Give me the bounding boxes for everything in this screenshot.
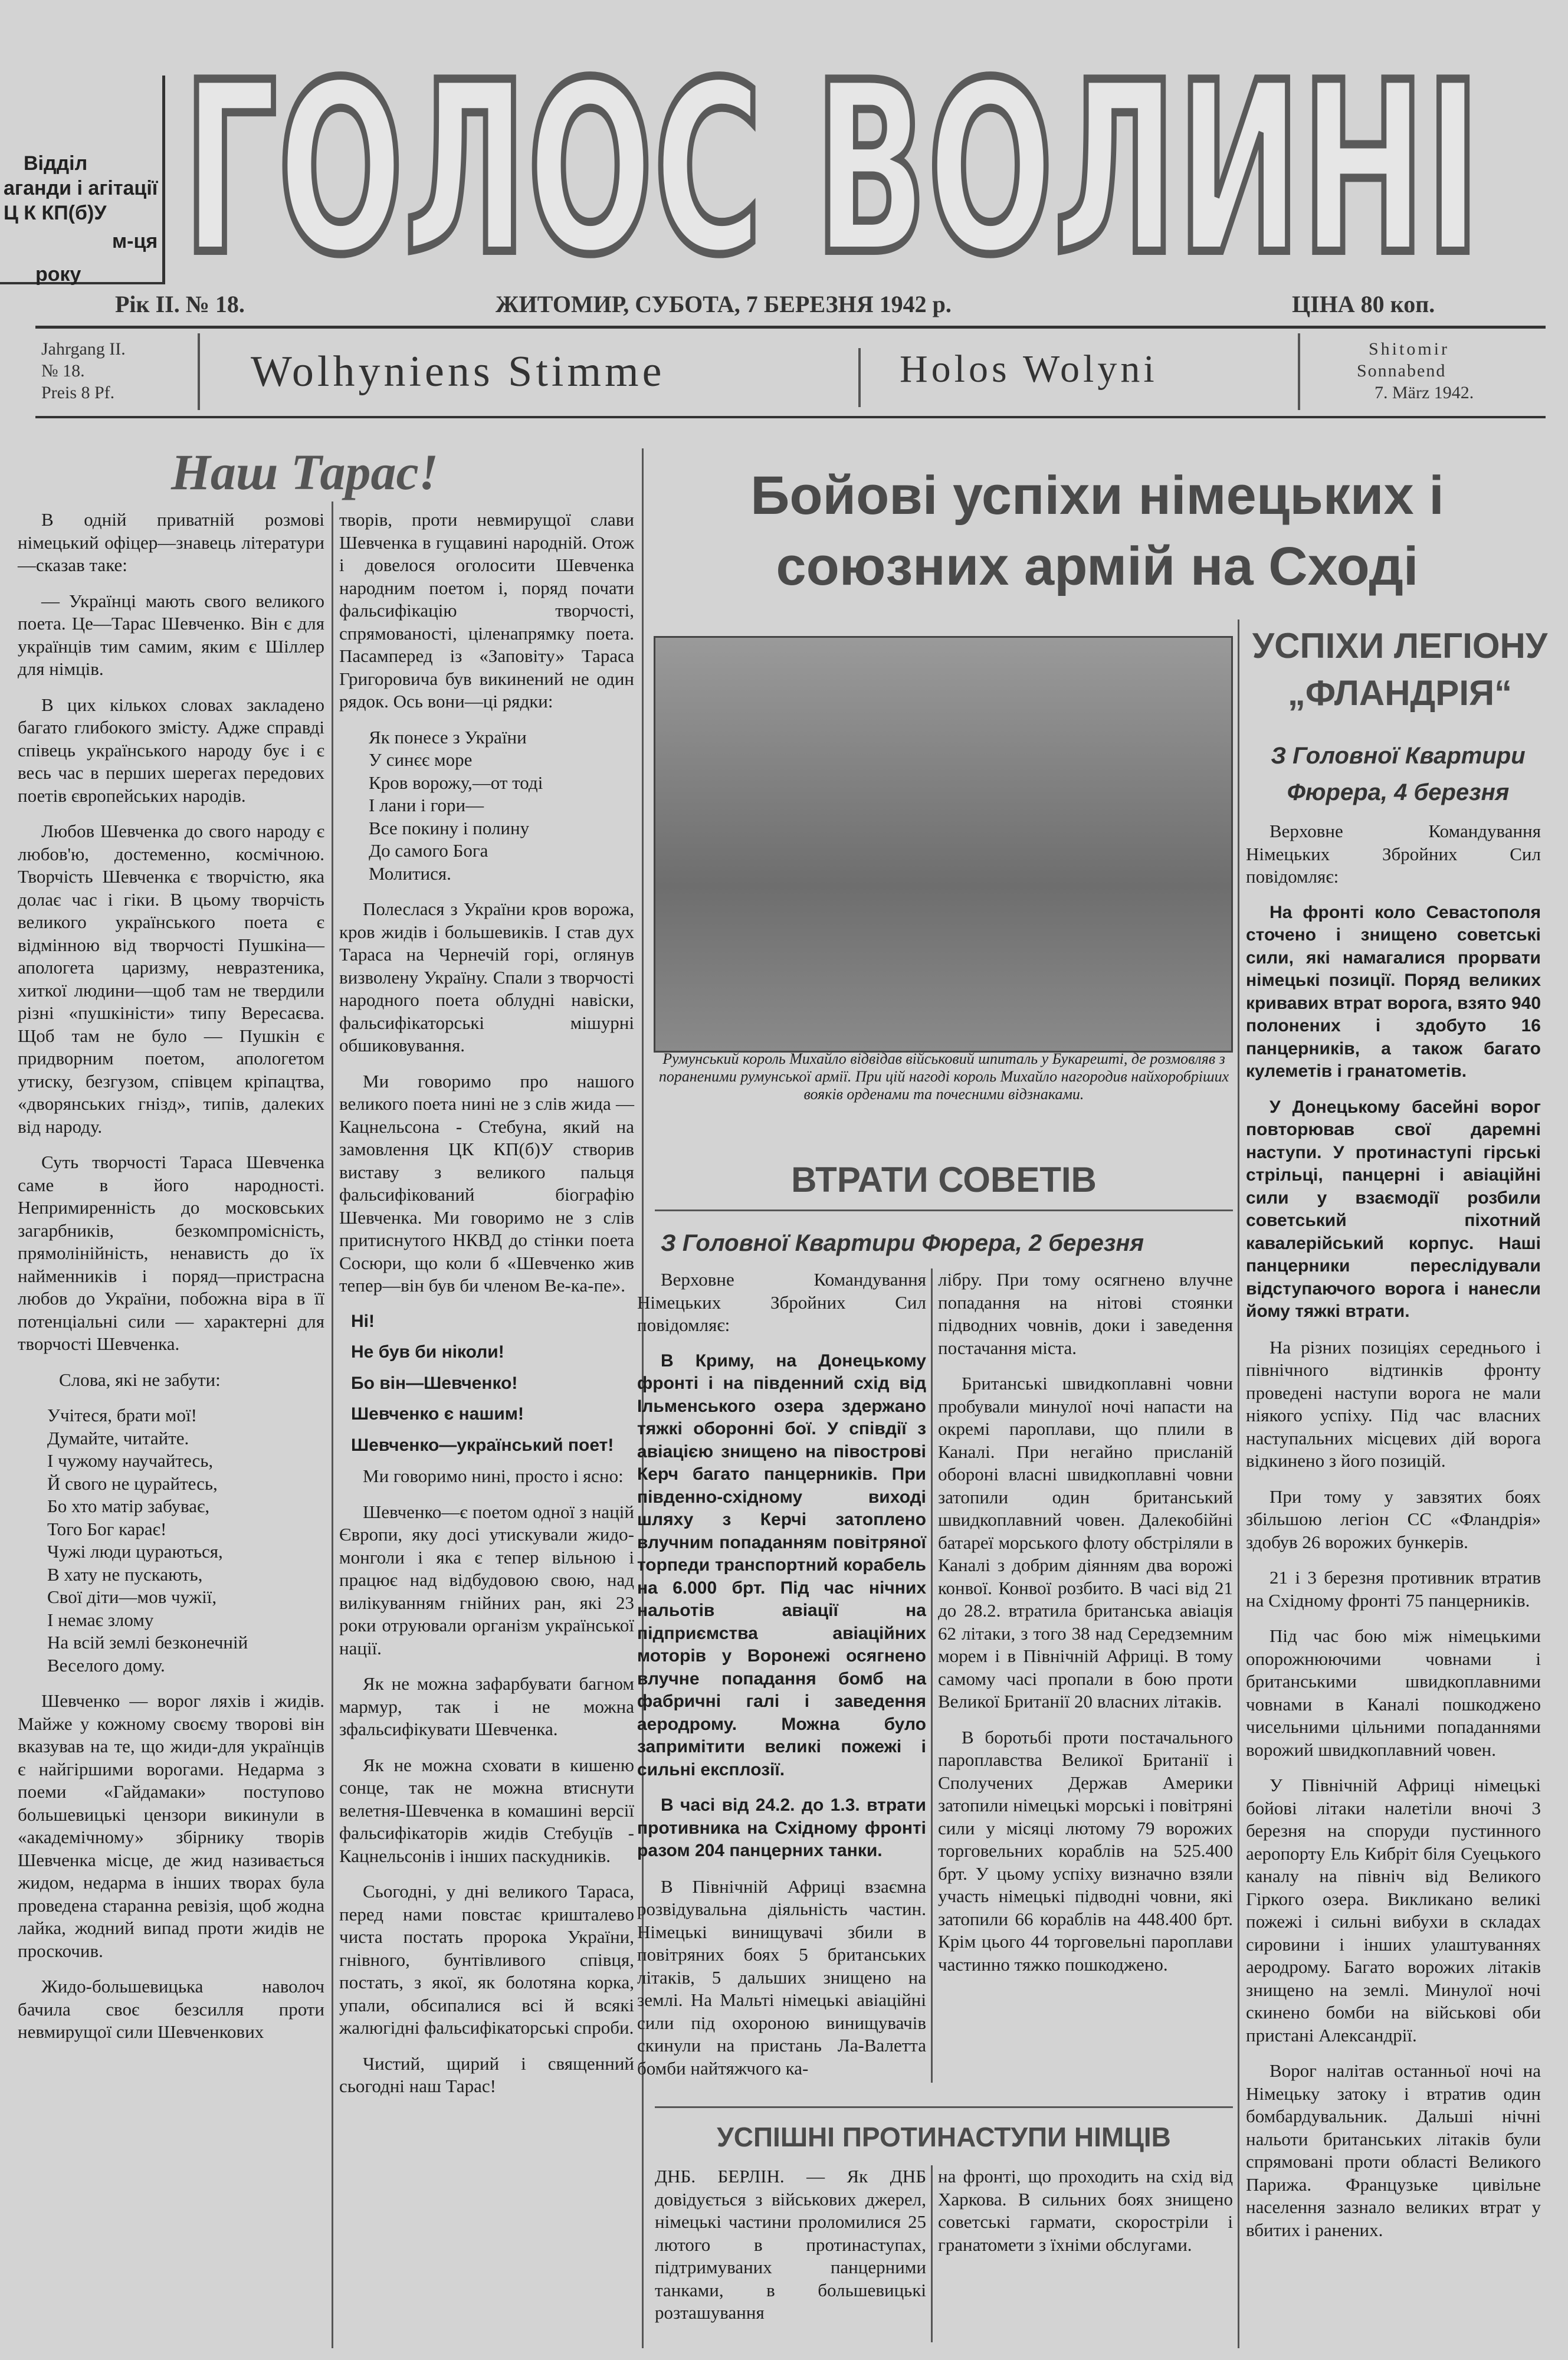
paragraph: На фронті коло Севастополя сточено і знищено советські сили, які намагалися прорвати німецькі позиції. Поряд великих кривавих втрат ворога, взято 940 полонених і здобуто 16 панцерників, а також багато кулеметів і гранатометів. [1246, 902, 1541, 1081]
paragraph: творів, проти невмирущої слави Шевченка в гущавині народній. Отож і довелося оголосити Шевченка народним поетом і, поряд почати фальсифікацію творчості, спрямованості, ціленапрямку поета. Пасамперед із «Заповіту» Тараса Григоровича був викинений не один рядок. Ось вони—ці рядки: [339, 509, 634, 712]
exclamation: Бо він—Шевченко! [351, 1373, 518, 1393]
paragraph: Слова, які не забути: [59, 1369, 221, 1390]
photo-king-hospital [654, 636, 1233, 1053]
paragraph: Шевченко—є поетом одної з націй Європи, яку досі утискували жидо-монголи і яка є тепер вільною і працює над відбудовою свою, над вилікуванням гнійних ран, які 23 роки отруювали організм української нації. [339, 1501, 634, 1658]
poem-line: Свої діти—мов чужії, [47, 1587, 217, 1607]
losses-title: ВТРАТИ СОВЕТІВ [791, 1160, 1097, 1199]
paragraph: ДНБ. БЕРЛІН. — Як ДНБ довідується з військових джерел, німецькі частини проломилися 25 лютого в протинаступах, підтримуваних панцерними танками, в большевицькі розташування [655, 2166, 926, 2323]
poem-line: Бо хто матір забуває, [47, 1496, 210, 1516]
taras-column-2 [339, 509, 634, 2111]
exclamation: Шевченко є нашим! [351, 1404, 524, 1424]
losses-column-right [938, 1268, 1233, 1989]
stamp-line: Відділ [24, 152, 88, 175]
flandria-title-2: „ФЛАНДРІЯ“ [1287, 673, 1513, 713]
poem-line: Веселого дому. [47, 1654, 165, 1676]
section-rule [655, 2106, 1233, 2108]
poem-line: І немає злому [47, 1609, 154, 1630]
paragraph: Сьогодні, у дні великого Тараса, перед нами повстає кришталево чиста постать пророка України, гнівного, бунтівливого співця, постать, з якої, як болотяна корка, упали, обсипалися всі й всякі жалюгідні фальсифікаторські спроби. [339, 1881, 634, 2038]
taras-column-1 [18, 509, 324, 2057]
column-divider [332, 502, 333, 2348]
paragraph: В боротьбі проти постачального пароплавства Великої Британії і Сполучених Держав Америки затопили німецькі морські і повітряні сили у місяці лютому 79 ворожих торговельних кораблів на 525.400 брт. У цьому успіху визначно взяли участь німецькі підводні човни, які затопили 66 кораблів на 448.400 брт. Крім цього 44 торговельні пароплави частинно тяжко пошкоджено. [938, 1726, 1233, 1975]
flandria-dateline: З Головної Квартири Фюрера, 4 березня [1271, 743, 1526, 805]
poem-line: І лани і гори— [369, 795, 484, 815]
paragraph: Верховне Командування Німецьких Збройних Сил повідомляє: [637, 1269, 926, 1335]
divider [198, 333, 200, 410]
poem-excerpt [369, 726, 634, 886]
paragraph: Верховне Командування Німецьких Збройних Сил повідомляє: [1246, 821, 1541, 887]
poem-line: Як понесе з України [369, 726, 527, 748]
paragraph: — Українці мають свого великого поета. Це—Тарас Шевченко. Він є для українців тим самим, яким є Шіллер для німців. [18, 590, 324, 679]
poem-line: Все покину і полину [369, 817, 530, 838]
poem-line: Молитися. [369, 863, 451, 884]
stamp-line: року [35, 263, 81, 286]
column-divider [931, 1268, 933, 2083]
paragraph: Під час бою між німецькими опорожнюючими човнами і британськими швидкоплавними човнами в Каналі пошкоджено чисельними цільними попаданнями ворожий швидкоплавний човен. [1246, 1625, 1541, 1760]
counterattack-title: УСПІШНІ ПРОТИНАСТУПИ НІМЦІВ [717, 2122, 1171, 2152]
ua-latin-title: Holos Wolyni [900, 348, 1158, 391]
paragraph: 21 і 3 березня противник втратив на Східному фронті 75 панцерників. [1246, 1567, 1541, 1611]
masthead-rule [35, 416, 1546, 418]
paragraph: Ми говоримо нині, просто і ясно: [363, 1466, 624, 1486]
archive-stamp [0, 76, 165, 284]
paragraph: В Криму, на Донецькому фронті і на південний схід від Ільменського озера здержано тяжкі оборонні бої. У співдії з авіацією знищено на півострові Керч багато панцерників. При південно-східному виході шляху з Керчі затоплено влучним попаданням повітряної торпеди транспортний корабель на 6.000 брт. Під час нічних нальотів авіації на підприємства авіаційних моторів у Воронежі осягнено влучне попадання бомб на фабричні галі і заведення аеродрому. Можна було запримітити великі пожежі і сильні експлозії. [637, 1351, 926, 1779]
stamp-line: аганди і агітації [4, 177, 158, 199]
poem-line: На всій землі безконечній [47, 1632, 248, 1653]
poem-line: Кров ворожу,—от тоді [369, 772, 543, 793]
paragraph: Шевченко — ворог ляхів і жидів. Майже у кожному своєму творові він вказував на те, що жиди-для українців є найгіршими ворогами. Недарма з поеми «Гайдамаки» поступово большевицькі цензори викинули в «академічному» збірнику творів Шевченка місце, де жид називається жидом, недарма в інших творах була проведена старанна ревізія, щоб жодна лайка, жодний випад проти жидів не проскочив. [18, 1690, 324, 1961]
paragraph: Ми говоримо про нашого великого поета нині не з слів жида — Кацнельсона - Стебуна, який на замовлення ЦК КП(б)У створив виставу з великого пальця фальсифікований біографію Шевченка. Ми говоримо не з слів притиснутого НКВД до стінки поета Сосюри, що коли б «Шевченко жив тепер—він був би членом Ве-ка-пе». [339, 1070, 634, 1296]
taras-title: Наш Тарас! [171, 444, 439, 500]
stamp-line: Ц К КП(б)У [4, 202, 107, 224]
paragraph: на фронті, що проходить на схід від Харкова. В сильних боях знищено советські гармати, скоростріли і гранатомети з їхніми обслугами. [938, 2166, 1233, 2255]
exclamation: Не був би ніколи! [351, 1342, 504, 1362]
losses-dateline: З Головної Квартири Фюрера, 2 березня [661, 1230, 1144, 1256]
de-city: Shitomir [1369, 339, 1450, 359]
poem-excerpt [47, 1404, 324, 1677]
de-day: Sonnabend [1357, 361, 1446, 381]
poem-line: Й свого не цурайтесь, [47, 1473, 218, 1494]
column-divider [1238, 620, 1239, 2348]
paragraph: На різних позиціях середнього і північного відтинків фронту проведені наступи ворога не мали ніякого успіху. Під час власних наступальних місцевих дій ворога відкинено з його позицій. [1246, 1336, 1541, 1471]
flandria-column [1246, 820, 1541, 2254]
masthead-title-text: ГОЛОС ВОЛИНІ [183, 32, 1481, 283]
year-issue: Рік II. № 18. [115, 291, 245, 317]
counterattack-column-left [655, 2165, 926, 2338]
paragraph: Полеслася з України кров ворожа, кров жидів і большевиків. І став дух Тараса на Чернечій горі, оглянув визволену Україну. Спали з творчості народного поета облудні навіски, фальсифікаторські мішурні обшиковування. [339, 899, 634, 1056]
de-preis: Preis 8 Pf. [41, 383, 115, 402]
masthead-rule [35, 326, 1546, 329]
poem-line: Думайте, читайте. [47, 1427, 189, 1448]
place-date: ЖИТОМИР, СУБОТА, 7 БЕРЕЗНЯ 1942 р. [496, 291, 952, 317]
poem-line: І чужому научайтесь, [47, 1450, 214, 1471]
poem-line: Чужі люди цураються, [47, 1541, 223, 1562]
paragraph: Суть творчості Тараса Шевченка саме в його народності. Непримиренність до московських загарбників, безкомпромісність, прямолінійність, ненависть до їх найменників і поряд—пристрасна любов до України, побожна віра в її потенціальні сили — характерні для творчості Шевченка. [18, 1152, 324, 1354]
paragraph: Чистий, щирий і священний сьогодні наш Тарас! [339, 2053, 634, 2096]
poem-line: У синєє море [369, 749, 473, 770]
paragraph: При тому у завзятих боях збільшою легіон СС «Фландрія» здобув 26 ворожих бункерів. [1246, 1486, 1541, 1552]
paragraph: Як не можна сховати в кишеню сонце, так не можна втиснути велетня-Шевченка в комашині версії фальсифікаторів жидів Стебуцїв - Кацнельсонів і інших паскудників. [339, 1754, 634, 1866]
paragraph: Любов Шевченка до свого народу є любов'ю, достеменно, космічною. Творчість Шевченка є творчістю, яка долає час і гіки. В цьому творчість великого українського поета є відмінною від творчості Пушкіна—апологета царизму, невразтеника, хиткої людини—щоб там не твердили різні «пушкіністи» типу Вересаєва. Щоб там не було — Пушкін є придворним поетом, апологетом утиску, безгузом, співцем кріпацтва, «дворянських гнізд», типів, далеких від народу. [18, 821, 324, 1137]
paragraph: Жидо-большевицька наволоч бачила своє безсилля проти невмирущої сили Шевченкових [18, 1976, 324, 2042]
stamp-line: м-ця [112, 230, 158, 253]
de-date: 7. März 1942. [1375, 383, 1474, 402]
paragraph: Як не можна зафарбувати багном мармур, так і не можна зфальсифікувати Шевченка. [339, 1673, 634, 1739]
exclamation: Шевченко—український поет! [351, 1435, 614, 1455]
divider [1298, 333, 1300, 410]
poem-line: Того Бог карає! [47, 1518, 167, 1539]
poem-line: До самого Бога [369, 840, 488, 861]
paragraph: В одній приватній розмові німецький офіцер—знавець літератури—сказав таке: [18, 509, 324, 575]
poem-line: В хату не пускають, [47, 1564, 203, 1585]
paragraph: лібру. При тому осягнено влучне попадання на нітові стоянки підводних човнів, доки і заведення постачання міста. [938, 1269, 1233, 1358]
price: ЦІНА 80 коп. [1292, 291, 1435, 317]
german-title: Wolhyniens Stimme [251, 348, 665, 396]
flandria-title-1: УСПІХИ ЛЕГІОНУ [1252, 626, 1548, 666]
de-nr: № 18. [41, 361, 85, 381]
exclamation: Ні! [351, 1311, 375, 1331]
main-headline: Бойові успіхи німецьких і союзних армій на Сході [750, 466, 1444, 596]
counterattack-column-right [938, 2165, 1233, 2269]
de-jahrgang: Jahrgang II. [41, 339, 126, 359]
photo-caption: Румунський король Михайло відвідав військовий шпиталь у Букарешті, де розмовляв з пораненими румунської армії. При цій нагоді король Михайло нагородив найхоробріших вояків орденами та почесними відзнаками. [658, 1050, 1229, 1103]
masthead-title [171, 24, 1492, 283]
paragraph: В часі від 24.2. до 1.3. втрати противника на Східному фронті разом 204 панцерних танки. [637, 1795, 926, 1860]
column-divider [931, 2165, 933, 2342]
paragraph: У Північній Африці німецькі бойові літаки налетіли вночі 3 березня на споруди пустинного аеропорту Ель Кибріт біля Суецького каналу на північ від Великого Гіркого озера. Викликано великі пожежі і сильні вибухи в складах сировини і інших улаштуваннях аеродрому. Багато ворожих літаків знищено на землі. Минулої ночі скинено бомби на військові оби пристані Александрії. [1246, 1775, 1541, 2046]
losses-column-left [637, 1268, 926, 2093]
paragraph: У Донецькому басейні ворог повторював свої даремні наступи. У протинаступі гірські стрільці, панцерні і авіаційні сили у взаємодії розбили советський піхотний кавалерійський корпус. Наші панцерники переслідували відступаючого ворога і нанесли йому тяжкі втрати. [1246, 1097, 1541, 1321]
paragraph: Ворог налітав останньої ночі на Німецьку затоку і втратив один бомбардувальник. Дальші нічні нальоти британських літаків були спрямовані проти області Великого Парижа. Французьке цивільне населення зазнало великих втрат у вбитих і ранених. [1246, 2060, 1541, 2240]
paragraph: В Північній Африці взаємна розвідувальна діяльність частин. Німецькі винищувачі збили в повітряних боях 5 британських літаків, 5 дальших знищено на землі. На Мальті німецькі авіаційні сили під охороною винищувачів скинули на пристань Ла-Валетта бомби найтяжчого ка- [637, 1876, 926, 2079]
poem-line: Учітеся, брати мої! [47, 1405, 197, 1425]
paragraph: Британські швидкоплавні човни пробували минулої ночі напасти на окремі пароплави, що плили в Каналі. При негайно присланій обороні власні швидкоплавні човни затопили один британський швидкоплавний човен. Далекобійні батареї морського флоту обстріляли в Каналі з добрим діянням два ворожі конвої. Конвої розбито. В часі від 21 до 28.2. втратила британська авіація 62 літаки, з того 38 над Середземним морем і в Північній Африці. В тому самому часі пропали в бою проти Великої Британії 20 власних літаків. [938, 1373, 1233, 1712]
paragraph: В цих кількох словах закладено багато глибокого змісту. Адже справді співець українського народу бує і є весь час в перших шерегах передових поетів європейських народів. [18, 694, 324, 806]
section-rule [655, 1210, 1233, 1211]
divider [858, 348, 861, 407]
